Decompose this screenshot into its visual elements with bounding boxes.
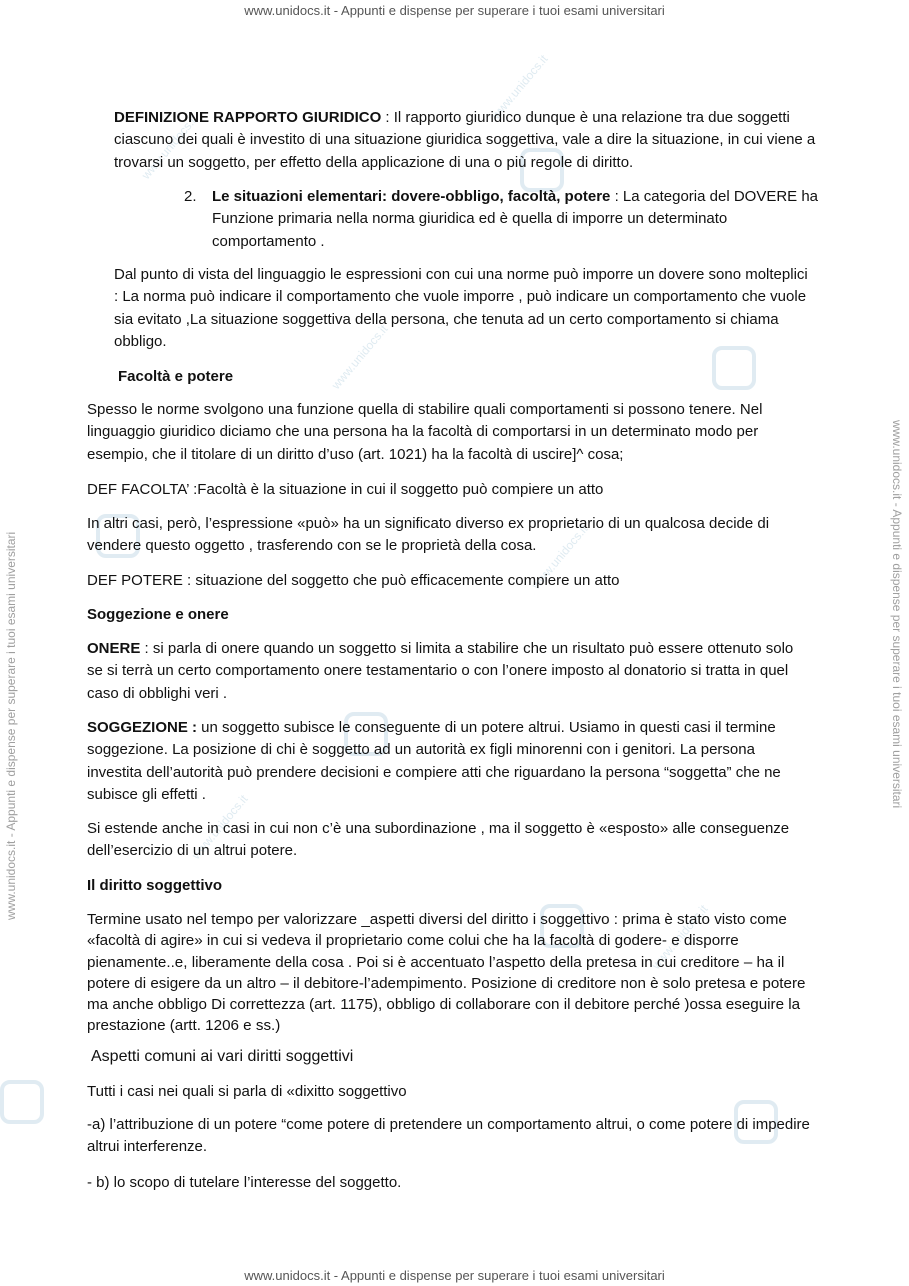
paragraph-estende: Si estende anche in casi in cui non c’è una subordinazione , ma il soggetto è «esposto» alle conseguenze dell’esercizio di un altrui potere. [87,820,790,860]
onere-text: : si parla di onere quando un soggetto si limita a stabilire che un risultato può essere ottenuto solo se si terrà un certo comportamento onere testamentario o con l’onere imposto al donatorio si tratta in quel caso di obblighi veri . [87,640,794,702]
paragraph-soggezione [87,717,813,806]
left-side-watermark: www.unidocs.it - Appunti e dispense per superare i tuoi esami universitari [4,531,18,920]
paragraph-def-potere: DEF POTERE : situazione del soggetto che può efficacemente compiere un atto [87,572,620,589]
paragraph-linguaggio: Dal punto di vista del linguaggio le espressioni con cui una norme può imporre un dovere sono molteplici : La norma può indicare il comportamento che vuole imporre , può indicare un comportamento che vuole sia evitato ,La situazione soggettiva della persona, che tenuta ad un certo comportamento si chiama obbligo. [114,266,808,350]
right-side-watermark: www.unidocs.it - Appunti e dispense per superare i tuoi esami universitari [890,420,904,809]
paragraph-termine: Termine usato nel tempo per valorizzare _aspetti diversi del diritto i soggettivo : prima è stato visto come «facoltà di agire» in cui si vedeva il proprietario come colui che ha la facoltà di godere- e disporre pienamente..e, liberamente della cosa . Poi si è accentuato l’aspetto della pretesa in cui creditore – ha il potere di esigere da un altro – il debitore-l’adempimento. Posizione di creditore non è solo pretesa e potere ma anche obbligo Di correttezza (art. 1175), obbligo di collaborare con il debitore perché )ossa eseguire la prestazione (artt. 1206 e ss.) [87,911,806,1035]
definition-rapporto-giuridico [114,107,826,174]
numbered-item-2 [184,186,824,253]
item-number: 2. [184,188,197,205]
paragraph-spesso: Spesso le norme svolgono una funzione quella di stabilire quali comportamenti si possono tenere. Nel linguaggio giuridico diciamo che una persona ha la facoltà di comportarsi in un determinato modo per esempio, che il titolare di un diritto d’uso (art. 1021) ha la facoltà di uscire]^ cosa; [87,401,763,463]
heading-facolta-potere: Facoltà e potere [118,368,234,385]
diagonal-watermark: www.unidocs.it [648,902,711,972]
diagonal-watermark: www.unidocs.it [488,52,551,122]
diagonal-watermark: www.unidocs.it [528,522,591,592]
heading-soggezione-onere: Soggezione e onere [87,606,229,623]
item-title: Le situazioni elementari: dovere-obbligo, facoltà, potere [212,188,611,205]
heading-diritto-soggettivo: Il diritto soggettivo [87,877,222,894]
unidocs-logo-icon [0,1080,44,1124]
diagonal-watermark: www.unidocs.it [328,322,391,392]
soggezione-text: un soggetto subisce le conseguente di un potere altrui. Usiamo in questi casi il termine soggezione. La posizione di chi è soggetto ad un autorità ex figli minorenni con i genitori. La persona investita dell’autorità può prendere decisioni e compiere atti che riguardano la persona “soggetta” che ne subisce gli effetti . [87,719,781,803]
diagonal-watermark: www.unidocs.it [138,112,201,182]
soggezione-title: SOGGEZIONE : [87,719,198,736]
definition-title: DEFINIZIONE RAPPORTO GIURIDICO [114,109,382,126]
page-header-watermark: www.unidocs.it - Appunti e dispense per superare i tuoi esami universitari [244,3,665,18]
onere-title: ONERE [87,640,141,657]
paragraph-point-a: -a) l’attribuzione di un potere “come potere di pretendere un comportamento altrui, o come potere di impedire altrui interferenze. [87,1116,810,1156]
page-footer-watermark: www.unidocs.it - Appunti e dispense per superare i tuoi esami universitari [244,1268,665,1283]
definition-text: : Il rapporto giuridico dunque è una relazione tra due soggetti ciascuno dei quali è investito di una situazione giuridica soggettiva, vale a dire la situazione, in cui viene a trovarsi un soggetto, per effetto della applicazione di una o più regole di diritto. [114,109,816,171]
paragraph-onere [87,638,813,705]
heading-aspetti-comuni: Aspetti comuni ai vari diritti soggettivi [91,1048,354,1065]
paragraph-altri-casi: In altri casi, però, l’espressione «può» ha un significato diverso ex proprietario di un qualcosa decide di vendere questo oggetto , trasferendo con se le proprietà della cosa. [87,515,770,555]
paragraph-point-b: - b) lo scopo di tutelare l’interesse del soggetto. [87,1174,402,1191]
diagonal-watermark: www.unidocs.it [188,792,251,862]
paragraph-def-facolta: DEF FACOLTA’ :Facoltà è la situazione in cui il soggetto può compiere un atto [87,481,604,498]
paragraph-tutti-casi: Tutti i casi nei quali si parla di «dixitto soggettivo [87,1083,407,1100]
item-text: : La categoria del DOVERE ha Funzione primaria nella norma giuridica ed è quella di imporre un determinato comportamento . [212,188,819,250]
